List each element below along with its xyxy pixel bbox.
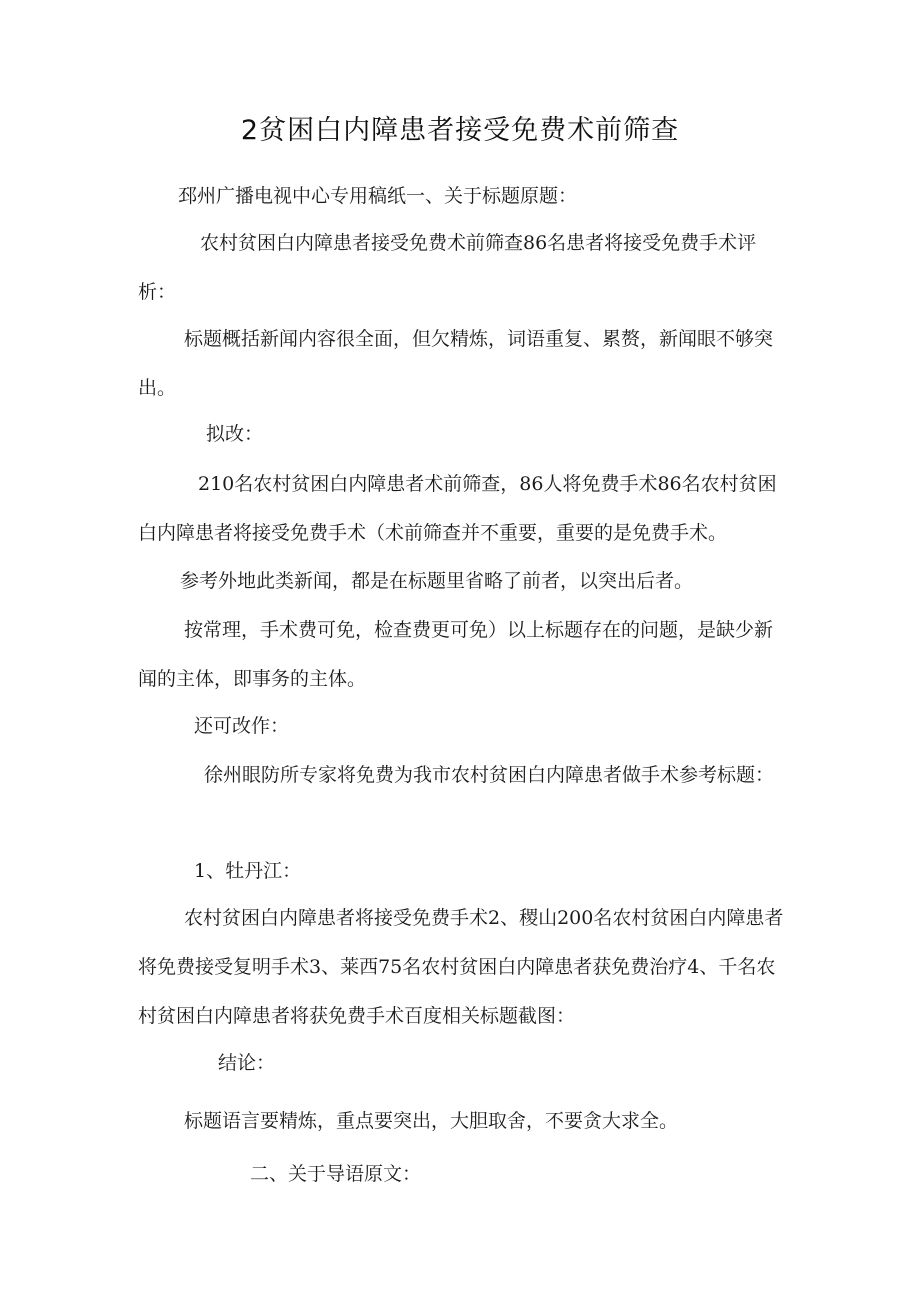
paragraph-proposed-label: 拟改： bbox=[206, 423, 264, 445]
paragraph-alternative-title: 徐州眼防所专家将免费为我市农村贫困白内障患者做手术参考标题： bbox=[204, 764, 775, 786]
section-heading-lead: 二、关于导语原文： bbox=[250, 1163, 422, 1185]
paragraph-proposed-title: 210名农村贫困白内障患者术前筛查，86人将免费手术86名农村贫困白内障患者将接受免费手术（术前筛查并不重要，重要的是免费手术。 bbox=[138, 473, 777, 544]
paragraph-header: 邳州广播电视中心专用稿纸一、关于标题原题： bbox=[178, 185, 578, 207]
paragraph-conclusion: 标题语言要精炼，重点要突出，大胆取舍，不要贪大求全。 bbox=[184, 1110, 679, 1132]
paragraph-original-title: 农村贫困白内障患者接受免费术前筛查86名患者将接受免费手术评析： bbox=[138, 232, 757, 303]
paragraph-alternative-label: 还可改作： bbox=[194, 715, 290, 737]
document-title: 2贫困白内障患者接受免费术前筛查 bbox=[240, 115, 680, 146]
paragraph-common-sense: 按常理，手术费可免，检查费更可免）以上标题存在的问题，是缺少新闻的主体，即事务的主体。 bbox=[138, 619, 774, 690]
paragraph-reference: 参考外地此类新闻，都是在标题里省略了前者，以突出后者。 bbox=[180, 570, 694, 592]
paragraph-example-1: 1、牡丹江： bbox=[194, 860, 302, 882]
paragraph-analysis: 标题概括新闻内容很全面，但欠精炼，词语重复、累赘，新闻眼不够突出。 bbox=[138, 328, 774, 399]
paragraph-conclusion-label: 结论： bbox=[218, 1052, 276, 1074]
paragraph-example-list: 农村贫困白内障患者将接受免费手术2、稷山200名农村贫困白内障患者将免费接受复明手术3、莱西75名农村贫困白内障患者获免费治疗4、千名农村贫困白内障患者将获免费手术百度相关标题截图： bbox=[138, 907, 784, 1027]
